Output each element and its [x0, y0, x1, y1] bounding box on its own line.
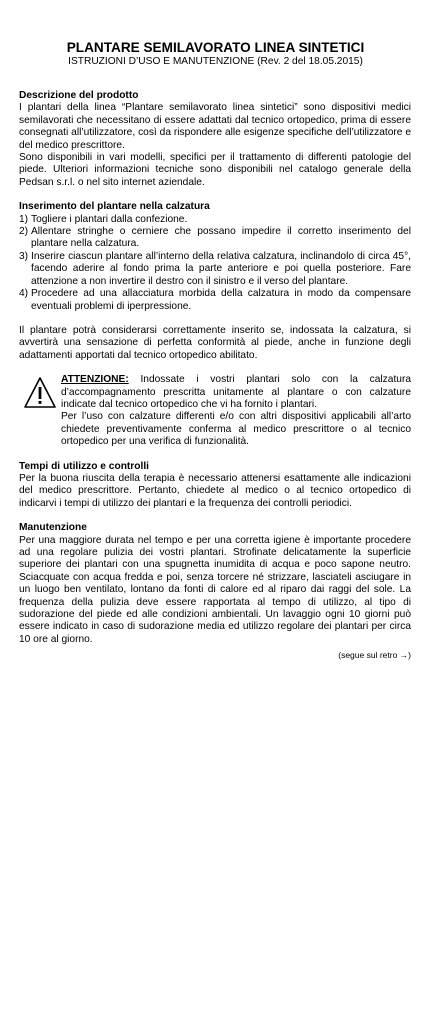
- step-number: 1): [19, 213, 29, 225]
- warning-triangle-icon: [23, 376, 57, 410]
- warning-body: Indossate i vostri plantari solo con la calzatura d’accompagnamento prescritta unitamente al plantare o con calzature indicate dal tecnico ortopedico che vi ha fornito i plantari.: [61, 374, 411, 410]
- steps-list: [19, 214, 411, 313]
- continue-note: (segue sul retro →): [338, 650, 411, 661]
- section-heading: Tempi di utilizzo e controlli: [19, 460, 149, 472]
- document-title: PLANTARE SEMILAVORATO LINEA SINTETICI: [66, 40, 365, 55]
- section-tempi: [19, 461, 411, 511]
- section-heading: Manutenzione: [19, 522, 87, 534]
- step-text: Togliere i plantari dalla confezione.: [31, 213, 188, 225]
- list-item: [19, 288, 411, 313]
- step-number: 3): [19, 250, 29, 262]
- warning-text: [61, 374, 411, 411]
- section-manutenzione: [19, 522, 411, 646]
- document-body: [0, 90, 431, 646]
- paragraph: Per una maggiore durata nel tempo e per una corretta igiene è importante procedere ad una regolare pulizia dei vostri plantari. Strofinate delicatamente la superficie superiore dei plantari con una spugnetta inumidita di acqua e poco sapone neutro. Sciacquate con acqua fredda e poi, senza torcere né strizzare, lasciateli asciugare in un luogo ben ventilato, lontano da fonti di calore ed al riparo dai raggi del sole. La frequenza della pulizia deve essere rapportata al tempo di utilizzo, al tipo di sudorazione del piede ed alle condizioni ambientali. Un lavaggio ogni 10 giorni può essere indicato in caso di sudorazione media ed utilizzo regolare dei plantari per circa 10 ore al giorno.: [19, 534, 411, 645]
- paragraph: I plantari della linea “Plantare semilavorato linea sintetici” sono dispositivi medici semilavorati che necessitano di essere adattati dal tecnico ortopedico, prima di essere consegnati all’utilizzatore, così da rispondere alle esigenze specifiche dell’utilizzatore e del medico prescrittore.: [19, 102, 411, 151]
- document-subtitle: ISTRUZIONI D’USO E MANUTENZIONE (Rev. 2 del 18.05.2015): [68, 56, 363, 67]
- paragraph: Per la buona riuscita della terapia è necessario attenersi esattamente alle indicazioni del medico prescrittore. Pertanto, chiedete al medico o al tecnico ortopedico di indicarvi i tempi di utilizzo dei plantari e la frequenza dei controlli periodici.: [19, 472, 411, 509]
- section-inserimento: [19, 201, 411, 362]
- warning-text-2: Per l’uso con calzature differenti e/o con altri dispositivi applicabili all’arto chiedete preventivamente conferma al medico prescrittore o al tecnico ortopedico per una verifica di funzionalità.: [61, 411, 411, 448]
- section-heading: Inserimento del plantare nella calzatura: [19, 201, 210, 213]
- step-text: Inserire ciascun plantare all’interno della relativa calzatura, inclinandolo di circa 45°, facendo aderire al fondo prima la parte anteriore e poi quella posteriore. Fare attenzione a non invertire il destro con il sinistro e il verso del plantare.: [31, 250, 411, 287]
- warning-label: ATTENZIONE:: [61, 374, 129, 386]
- list-item: [19, 251, 411, 288]
- warning-box: [19, 374, 411, 448]
- list-item: [19, 226, 411, 251]
- step-number: 2): [19, 226, 29, 238]
- step-text: Procedere ad una allacciatura morbida della calzatura in modo da compensare eventuali problemi di iperpressione.: [31, 288, 411, 312]
- paragraph: Il plantare potrà considerarsi correttamente inserito se, indossata la calzatura, si avvertirà una sensazione di perfetta conformità al piede, anche in funzione degli adattamenti apportati dal tecnico ortopedico abilitato.: [19, 324, 411, 361]
- step-number: 4): [19, 288, 29, 300]
- list-item: [19, 214, 411, 226]
- step-text: Allentare stringhe o cerniere che possano impedire il corretto inserimento del plantare nella calzatura.: [31, 226, 411, 250]
- paragraph: Sono disponibili in vari modelli, specifici per il trattamento di differenti patologie del piede. Ulteriori informazioni tecniche sono disponibili nel catalogo generale della Pedsan s.r.l. o nel sito internet aziendale.: [19, 152, 411, 188]
- section-heading: Descrizione del prodotto: [19, 90, 139, 101]
- section-descrizione: [19, 90, 411, 189]
